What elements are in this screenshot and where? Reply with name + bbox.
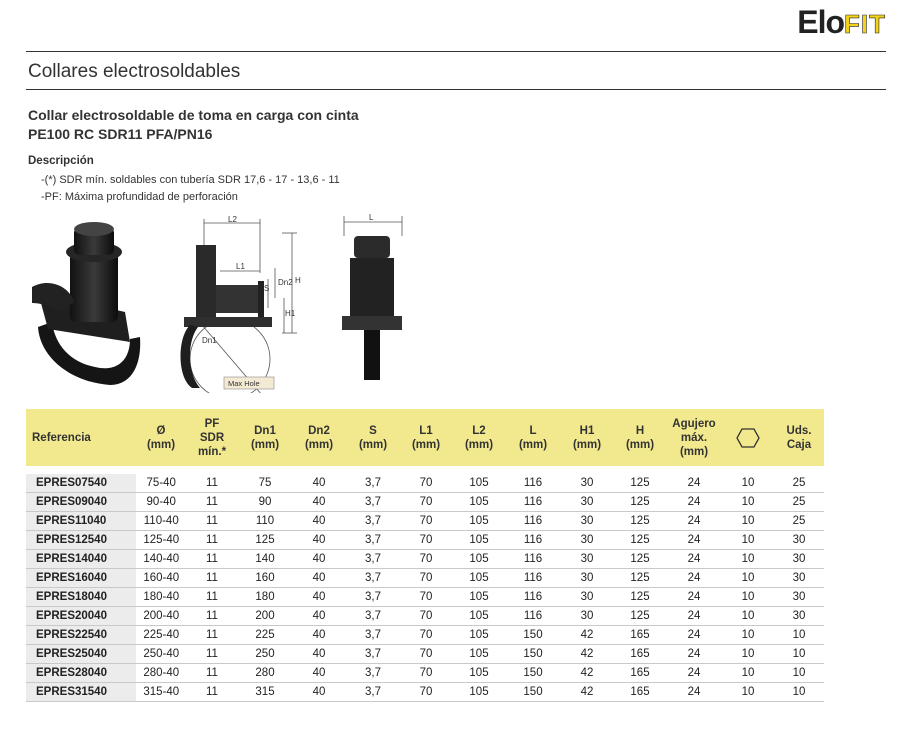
cell-h1: 42 xyxy=(560,683,614,702)
cell-hexagon: 10 xyxy=(722,588,774,607)
cell-pf-sdr: 11 xyxy=(186,588,238,607)
cell-agujero: 24 xyxy=(666,531,722,550)
cell-dn1: 200 xyxy=(238,607,292,626)
cell-pf-sdr: 11 xyxy=(186,550,238,569)
cell-pf-sdr: 11 xyxy=(186,493,238,512)
cell-hexagon: 10 xyxy=(722,531,774,550)
cell-s: 3,7 xyxy=(346,626,400,645)
label-l1: L1 xyxy=(236,262,245,271)
cell-h: 165 xyxy=(614,664,666,683)
cell-l: 150 xyxy=(506,645,560,664)
cell-l2: 105 xyxy=(452,569,506,588)
cell-h1: 30 xyxy=(560,550,614,569)
cell-referencia: EPRES14040 xyxy=(26,550,136,569)
cell-s: 3,7 xyxy=(346,645,400,664)
cell-l: 116 xyxy=(506,550,560,569)
cell-l1: 70 xyxy=(400,470,452,493)
cell-h1: 42 xyxy=(560,626,614,645)
cell-s: 3,7 xyxy=(346,470,400,493)
cell-l2: 105 xyxy=(452,626,506,645)
cell-l2: 105 xyxy=(452,470,506,493)
cell-diameter: 90-40 xyxy=(136,493,186,512)
cell-l2: 105 xyxy=(452,588,506,607)
cell-uds-caja: 10 xyxy=(774,683,824,702)
cell-l2: 105 xyxy=(452,493,506,512)
cell-h1: 42 xyxy=(560,645,614,664)
cell-dn1: 125 xyxy=(238,531,292,550)
table-row xyxy=(26,626,824,645)
cell-agujero: 24 xyxy=(666,569,722,588)
cell-l: 116 xyxy=(506,588,560,607)
label-max-hole: Max Hole xyxy=(228,379,260,388)
cell-l1: 70 xyxy=(400,531,452,550)
label-dn1: Dn1 xyxy=(202,336,217,345)
cell-referencia: EPRES25040 xyxy=(26,645,136,664)
cell-s: 3,7 xyxy=(346,607,400,626)
col-header-l: L (mm) xyxy=(506,409,560,470)
cell-dn2: 40 xyxy=(292,607,346,626)
cell-dn2: 40 xyxy=(292,512,346,531)
label-l2: L2 xyxy=(228,215,237,224)
cell-h1: 30 xyxy=(560,569,614,588)
cell-pf-sdr: 11 xyxy=(186,626,238,645)
cell-diameter: 140-40 xyxy=(136,550,186,569)
product-photo xyxy=(30,217,150,389)
label-s: S xyxy=(264,284,270,293)
table-row xyxy=(26,607,824,626)
cell-referencia: EPRES11040 xyxy=(26,512,136,531)
cell-dn2: 40 xyxy=(292,493,346,512)
cell-agujero: 24 xyxy=(666,683,722,702)
table-row xyxy=(26,493,824,512)
cell-l: 150 xyxy=(506,664,560,683)
cell-pf-sdr: 11 xyxy=(186,569,238,588)
col-header-h1: H1 (mm) xyxy=(560,409,614,470)
cell-dn2: 40 xyxy=(292,531,346,550)
col-header-diameter: Ø (mm) xyxy=(136,409,186,470)
cell-h: 125 xyxy=(614,550,666,569)
cell-l2: 105 xyxy=(452,512,506,531)
cell-dn2: 40 xyxy=(292,683,346,702)
cell-agujero: 24 xyxy=(666,493,722,512)
cell-hexagon: 10 xyxy=(722,626,774,645)
cell-l: 116 xyxy=(506,512,560,531)
cell-l2: 105 xyxy=(452,664,506,683)
cell-pf-sdr: 11 xyxy=(186,645,238,664)
description-line: -(*) SDR mín. soldables con tubería SDR 17,6 - 17 - 13,6 - 11 xyxy=(41,174,340,186)
cell-s: 3,7 xyxy=(346,512,400,531)
cell-uds-caja: 10 xyxy=(774,645,824,664)
cell-hexagon: 10 xyxy=(722,645,774,664)
cell-l: 150 xyxy=(506,683,560,702)
cell-agujero: 24 xyxy=(666,607,722,626)
cell-h1: 30 xyxy=(560,493,614,512)
table-row xyxy=(26,645,824,664)
cell-h1: 30 xyxy=(560,588,614,607)
cell-uds-caja: 10 xyxy=(774,664,824,683)
header-divider-top xyxy=(26,51,886,52)
brand-logo-part1: Elo xyxy=(797,4,844,40)
cell-h: 125 xyxy=(614,470,666,493)
cell-agujero: 24 xyxy=(666,664,722,683)
cell-referencia: EPRES20040 xyxy=(26,607,136,626)
cell-agujero: 24 xyxy=(666,588,722,607)
table-row xyxy=(26,664,824,683)
col-header-agujero: Agujero máx. (mm) xyxy=(666,409,722,470)
cell-l: 116 xyxy=(506,531,560,550)
technical-drawing-front xyxy=(330,210,420,382)
cell-l1: 70 xyxy=(400,683,452,702)
col-header-l2: L2 (mm) xyxy=(452,409,506,470)
cell-s: 3,7 xyxy=(346,550,400,569)
cell-uds-caja: 30 xyxy=(774,588,824,607)
cell-s: 3,7 xyxy=(346,664,400,683)
brand-logo xyxy=(797,4,886,41)
cell-l1: 70 xyxy=(400,550,452,569)
cell-hexagon: 10 xyxy=(722,493,774,512)
cell-uds-caja: 25 xyxy=(774,512,824,531)
cell-agujero: 24 xyxy=(666,512,722,531)
cell-pf-sdr: 11 xyxy=(186,531,238,550)
cell-l2: 105 xyxy=(452,607,506,626)
cell-l2: 105 xyxy=(452,683,506,702)
cell-diameter: 180-40 xyxy=(136,588,186,607)
cell-agujero: 24 xyxy=(666,550,722,569)
col-header-s: S (mm) xyxy=(346,409,400,470)
cell-pf-sdr: 11 xyxy=(186,664,238,683)
cell-s: 3,7 xyxy=(346,683,400,702)
cell-pf-sdr: 11 xyxy=(186,470,238,493)
cell-referencia: EPRES12540 xyxy=(26,531,136,550)
col-header-referencia: Referencia xyxy=(26,409,136,470)
cell-referencia: EPRES31540 xyxy=(26,683,136,702)
cell-s: 3,7 xyxy=(346,493,400,512)
cell-diameter: 315-40 xyxy=(136,683,186,702)
cell-l1: 70 xyxy=(400,645,452,664)
cell-diameter: 250-40 xyxy=(136,645,186,664)
cell-l: 116 xyxy=(506,569,560,588)
cell-l2: 105 xyxy=(452,645,506,664)
cell-h: 165 xyxy=(614,645,666,664)
cell-referencia: EPRES07540 xyxy=(26,470,136,493)
header-divider-bottom xyxy=(26,89,886,90)
cell-s: 3,7 xyxy=(346,531,400,550)
table-row xyxy=(26,512,824,531)
cell-h: 165 xyxy=(614,683,666,702)
brand-logo-part2: FIT xyxy=(844,9,886,39)
cell-h: 125 xyxy=(614,493,666,512)
cell-referencia: EPRES22540 xyxy=(26,626,136,645)
cell-hexagon: 10 xyxy=(722,607,774,626)
cell-uds-caja: 25 xyxy=(774,493,824,512)
cell-pf-sdr: 11 xyxy=(186,512,238,531)
cell-diameter: 110-40 xyxy=(136,512,186,531)
cell-dn2: 40 xyxy=(292,550,346,569)
cell-l: 116 xyxy=(506,493,560,512)
cell-hexagon: 10 xyxy=(722,569,774,588)
cell-hexagon: 10 xyxy=(722,550,774,569)
col-header-uds-caja: Uds. Caja xyxy=(774,409,824,470)
cell-dn1: 225 xyxy=(238,626,292,645)
cell-hexagon: 10 xyxy=(722,683,774,702)
cell-agujero: 24 xyxy=(666,645,722,664)
cell-h1: 42 xyxy=(560,664,614,683)
cell-l1: 70 xyxy=(400,493,452,512)
cell-diameter: 125-40 xyxy=(136,531,186,550)
hexagon-icon xyxy=(736,428,760,448)
col-header-dn1: Dn1 (mm) xyxy=(238,409,292,470)
label-l: L xyxy=(369,213,374,222)
cell-h1: 30 xyxy=(560,607,614,626)
table-row xyxy=(26,470,824,493)
cell-diameter: 160-40 xyxy=(136,569,186,588)
cell-l1: 70 xyxy=(400,664,452,683)
col-header-hexagon xyxy=(722,409,774,470)
cell-l: 116 xyxy=(506,470,560,493)
cell-l2: 105 xyxy=(452,550,506,569)
cell-uds-caja: 30 xyxy=(774,531,824,550)
col-header-dn2: Dn2 (mm) xyxy=(292,409,346,470)
label-dn2: Dn2 xyxy=(278,278,293,287)
cell-dn1: 90 xyxy=(238,493,292,512)
cell-referencia: EPRES28040 xyxy=(26,664,136,683)
cell-h: 125 xyxy=(614,588,666,607)
description-label: Descripción xyxy=(28,155,94,167)
cell-uds-caja: 30 xyxy=(774,569,824,588)
cell-agujero: 24 xyxy=(666,626,722,645)
cell-h1: 30 xyxy=(560,531,614,550)
product-title xyxy=(28,106,359,144)
cell-hexagon: 10 xyxy=(722,512,774,531)
cell-diameter: 200-40 xyxy=(136,607,186,626)
cell-h: 125 xyxy=(614,512,666,531)
cell-pf-sdr: 11 xyxy=(186,607,238,626)
cell-l2: 105 xyxy=(452,531,506,550)
cell-diameter: 75-40 xyxy=(136,470,186,493)
table-row xyxy=(26,531,824,550)
label-h: H xyxy=(295,276,301,285)
cell-dn2: 40 xyxy=(292,569,346,588)
cell-dn1: 140 xyxy=(238,550,292,569)
cell-uds-caja: 10 xyxy=(774,626,824,645)
cell-l1: 70 xyxy=(400,607,452,626)
product-title-line1: Collar electrosoldable de toma en carga con cinta xyxy=(28,107,359,123)
cell-pf-sdr: 11 xyxy=(186,683,238,702)
cell-dn1: 180 xyxy=(238,588,292,607)
cell-dn2: 40 xyxy=(292,626,346,645)
cell-l: 150 xyxy=(506,626,560,645)
table-header-row xyxy=(26,409,824,470)
cell-dn1: 160 xyxy=(238,569,292,588)
cell-dn2: 40 xyxy=(292,470,346,493)
cell-referencia: EPRES18040 xyxy=(26,588,136,607)
description-list xyxy=(41,172,340,206)
cell-agujero: 24 xyxy=(666,470,722,493)
cell-h: 125 xyxy=(614,607,666,626)
cell-diameter: 280-40 xyxy=(136,664,186,683)
col-header-h: H (mm) xyxy=(614,409,666,470)
table-row xyxy=(26,683,824,702)
cell-l1: 70 xyxy=(400,569,452,588)
description-line: -PF: Máxima profundidad de perforación xyxy=(41,191,238,203)
table-row xyxy=(26,550,824,569)
cell-uds-caja: 25 xyxy=(774,470,824,493)
cell-h: 125 xyxy=(614,531,666,550)
cell-referencia: EPRES16040 xyxy=(26,569,136,588)
label-h1: H1 xyxy=(285,309,296,318)
cell-dn1: 315 xyxy=(238,683,292,702)
cell-uds-caja: 30 xyxy=(774,607,824,626)
cell-uds-caja: 30 xyxy=(774,550,824,569)
table-row xyxy=(26,588,824,607)
technical-drawing-side xyxy=(172,213,322,393)
cell-dn1: 75 xyxy=(238,470,292,493)
cell-h1: 30 xyxy=(560,470,614,493)
cell-dn1: 250 xyxy=(238,645,292,664)
cell-s: 3,7 xyxy=(346,588,400,607)
cell-dn2: 40 xyxy=(292,664,346,683)
cell-dn2: 40 xyxy=(292,588,346,607)
cell-referencia: EPRES09040 xyxy=(26,493,136,512)
product-table xyxy=(26,409,824,702)
cell-dn2: 40 xyxy=(292,645,346,664)
col-header-pf-sdr: PF SDR mín.* xyxy=(186,409,238,470)
cell-s: 3,7 xyxy=(346,569,400,588)
cell-l1: 70 xyxy=(400,512,452,531)
cell-diameter: 225-40 xyxy=(136,626,186,645)
cell-hexagon: 10 xyxy=(722,470,774,493)
col-header-l1: L1 (mm) xyxy=(400,409,452,470)
table-row xyxy=(26,569,824,588)
product-title-line2: PE100 RC SDR11 PFA/PN16 xyxy=(28,126,213,142)
cell-h1: 30 xyxy=(560,512,614,531)
cell-h: 125 xyxy=(614,569,666,588)
cell-dn1: 280 xyxy=(238,664,292,683)
cell-h: 165 xyxy=(614,626,666,645)
cell-dn1: 110 xyxy=(238,512,292,531)
cell-l1: 70 xyxy=(400,588,452,607)
cell-l: 116 xyxy=(506,607,560,626)
cell-hexagon: 10 xyxy=(722,664,774,683)
section-title: Collares electrosoldables xyxy=(28,61,241,82)
cell-l1: 70 xyxy=(400,626,452,645)
